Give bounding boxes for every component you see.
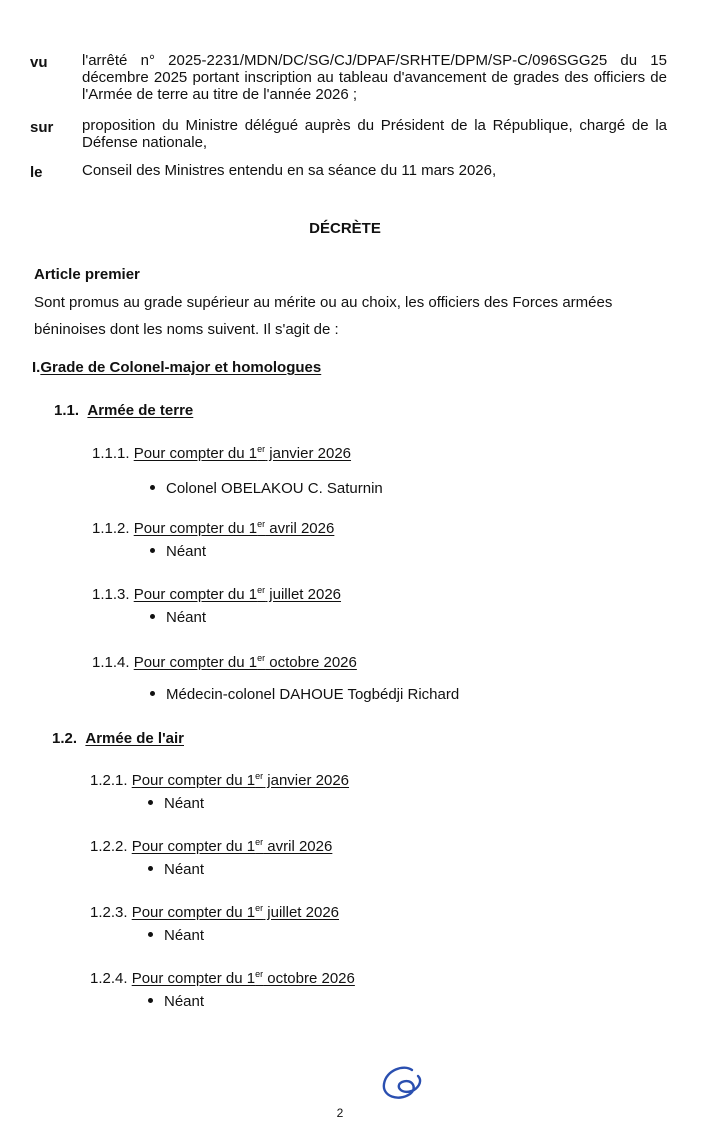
- subsection-number: 1.2.4.: [90, 970, 128, 987]
- subsection-number: 1.1.3.: [92, 586, 130, 603]
- subsection-1-1-4: [92, 654, 357, 671]
- subsection-1-1-3: [92, 586, 341, 603]
- subsection-date: Pour compter du 1er juillet 2026: [133, 585, 342, 603]
- list-item: Néant: [150, 543, 206, 560]
- section-title: Armée de terre: [87, 402, 194, 419]
- subsection-date: Pour compter du 1er avril 2026: [131, 837, 333, 855]
- subsection-date: Pour compter du 1er octobre 2026: [131, 969, 355, 987]
- bullet-icon: [150, 485, 155, 490]
- section-number: 1.2.: [52, 730, 78, 747]
- bullet-icon: [148, 800, 153, 805]
- article-line-1: Sont promus au grade supérieur au mérite ou au choix, les officiers des Forces armées: [34, 294, 613, 311]
- subsection-date: Pour compter du 1er avril 2026: [133, 519, 335, 537]
- subsection-1-2-3: [90, 904, 339, 921]
- bullet-icon: [148, 932, 153, 937]
- grade-heading: [32, 359, 321, 376]
- subsection-1-2-2: [90, 838, 332, 855]
- preamble-label-le: le: [30, 164, 43, 181]
- subsection-number: 1.2.1.: [90, 772, 128, 789]
- subsection-number: 1.2.2.: [90, 838, 128, 855]
- bullet-icon: [148, 998, 153, 1003]
- preamble-text-vu: l'arrêté n° 2025-2231/MDN/DC/SG/CJ/DPAF/SRHTE/DPM/SP-C/096SGG25 du 15 décembre 2025 portant inscription au tableau d'avancement de grades des officiers de l'Armée de terre au titre de l'année 2026 ;: [82, 52, 667, 103]
- section-title: Armée de l'air: [85, 730, 184, 747]
- preamble-label-vu: vu: [30, 54, 48, 71]
- list-item: Néant: [148, 993, 204, 1010]
- section-heading-armee-de-l-air: [52, 730, 184, 747]
- subsection-1-1-1: [92, 445, 351, 462]
- article-heading: Article premier: [34, 266, 140, 283]
- bullet-icon: [150, 548, 155, 553]
- signature-initials: [378, 1062, 426, 1104]
- preamble-text-sur: proposition du Ministre délégué auprès du Président de la République, chargé de la Défense nationale,: [82, 117, 667, 151]
- page-number: 2: [336, 1106, 344, 1120]
- bullet-icon: [150, 691, 155, 696]
- preamble-label-sur: sur: [30, 119, 54, 136]
- article-line-2: béninoises dont les noms suivent. Il s'agit de :: [34, 321, 339, 338]
- subsection-number: 1.1.2.: [92, 520, 130, 537]
- grade-number: I.: [32, 359, 41, 376]
- subsection-date: Pour compter du 1er janvier 2026: [131, 771, 350, 789]
- subsection-date: Pour compter du 1er janvier 2026: [133, 444, 352, 462]
- list-item: Médecin-colonel DAHOUE Togbédji Richard: [150, 686, 459, 703]
- list-item: Néant: [148, 795, 204, 812]
- subsection-1-2-1: [90, 772, 349, 789]
- section-heading-armee-de-terre: [54, 402, 193, 419]
- preamble-text-le: Conseil des Ministres entendu en sa séance du 11 mars 2026,: [82, 162, 497, 179]
- subsection-date: Pour compter du 1er octobre 2026: [133, 653, 357, 671]
- list-item: Colonel OBELAKOU C. Saturnin: [150, 480, 383, 497]
- grade-title: Grade de Colonel-major et homologues: [40, 359, 322, 376]
- decree-title: DÉCRÈTE: [309, 220, 381, 237]
- section-number: 1.1.: [54, 402, 80, 419]
- bullet-icon: [148, 866, 153, 871]
- bullet-icon: [150, 614, 155, 619]
- subsection-1-1-2: [92, 520, 334, 537]
- subsection-number: 1.1.1.: [92, 445, 130, 462]
- subsection-date: Pour compter du 1er juillet 2026: [131, 903, 340, 921]
- subsection-number: 1.2.3.: [90, 904, 128, 921]
- subsection-1-2-4: [90, 970, 355, 987]
- list-item: Néant: [148, 927, 204, 944]
- subsection-number: 1.1.4.: [92, 654, 130, 671]
- list-item: Néant: [150, 609, 206, 626]
- list-item: Néant: [148, 861, 204, 878]
